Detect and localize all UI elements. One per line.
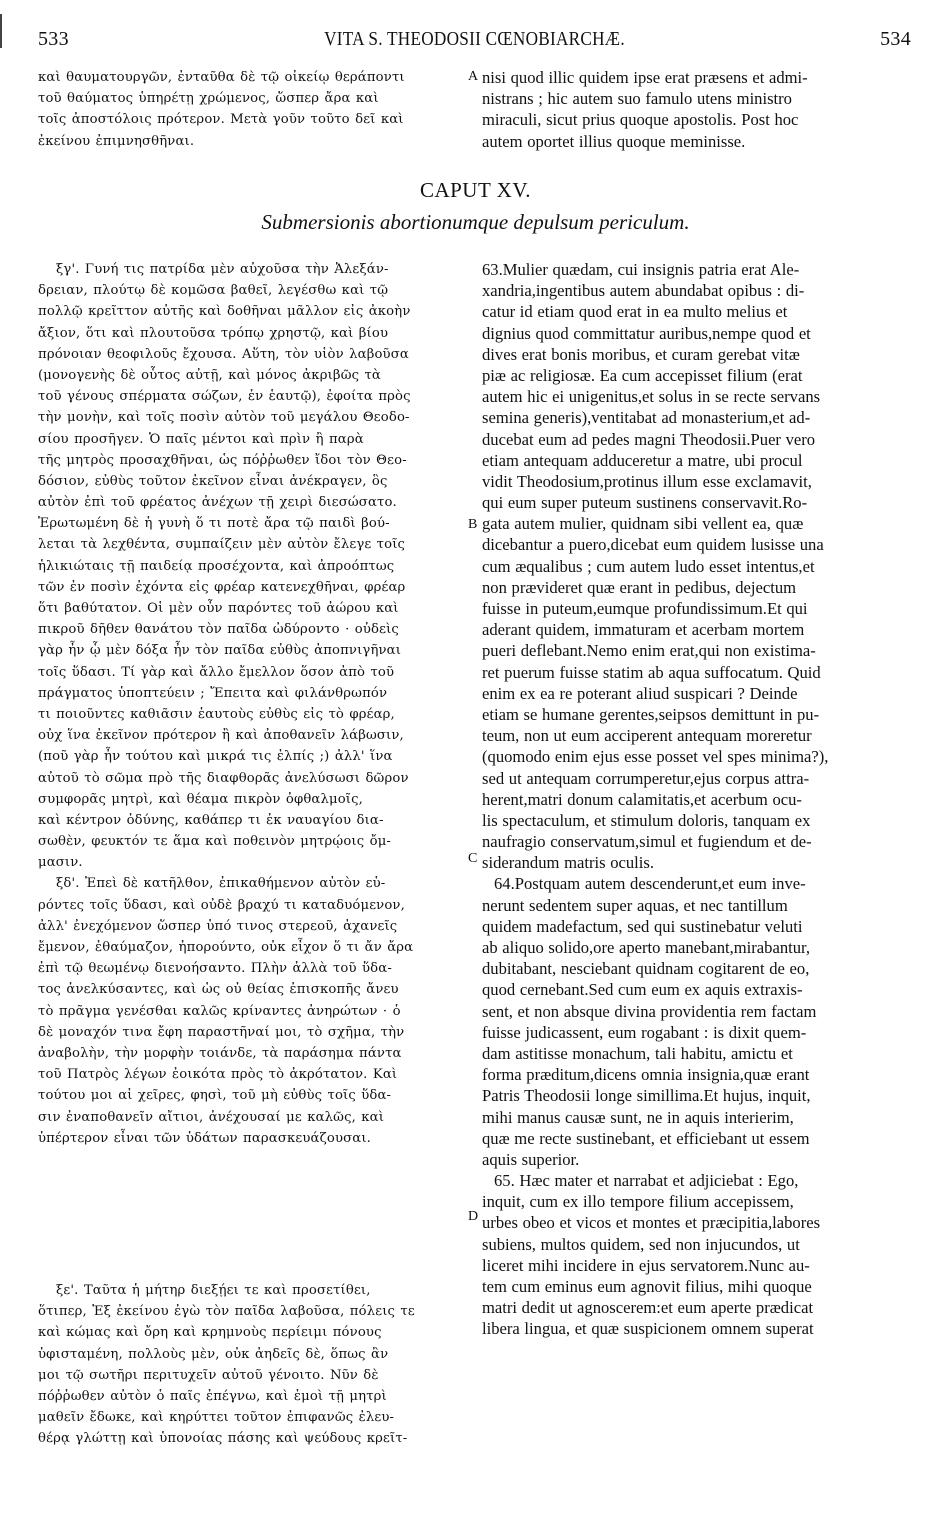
greek-line: καὶ κώμας καὶ ὄρη καὶ κρημνοὺς περίειμι πόνους	[38, 1325, 382, 1341]
greek-line: ρόντες τοῖς ὕδασι, καὶ οὐδὲ βραχύ τι καταδυόμενον,	[38, 897, 405, 913]
latin-line: inquit, cum ex illo tempore filium accepissem,	[482, 1192, 794, 1212]
latin-line: siderandum matris oculis.	[482, 853, 654, 873]
greek-line: συμφορᾶς μητρὶ, καὶ θέαμα πικρὸν ὀφθαλμοῖς,	[38, 791, 363, 807]
latin-line: enim ex ea re poterant aliud suspicari ? Deinde	[482, 683, 798, 703]
latin-line: aderant quidem, immaturam et acerbam mortem	[482, 620, 805, 640]
latin-line: (quomodo enim ejus esse posset vel spes minima?),	[482, 747, 829, 767]
greek-line: ὅτιπερ, Ἐξ ἐκείνου ἐγὼ τὸν παῖδα λαβοῦσα, πόλεις τε	[38, 1304, 415, 1320]
latin-line: 64.Postquam autem descenderunt,et eum inve-	[494, 874, 806, 894]
greek-line: μασιν.	[38, 855, 83, 871]
greek-line: ἔμενον, ἐθαύμαζον, ἠπορούντο, οὐκ εἶχον ὅ τι ἄν ἄρα	[38, 940, 414, 955]
latin-line: mihi manus causæ sunt, ne in aquis interierim,	[482, 1107, 794, 1127]
greek-line: σίου προσῆγεν. Ὁ παῖς μέντοι καὶ πρὶν ἢ παρὰ	[38, 431, 364, 447]
greek-line: πράγματος ὑποπτεύειν ; Ἔπειτα καὶ φιλάνθρωπόν	[38, 685, 388, 701]
margin-letter-b: B	[468, 517, 478, 532]
greek-line: ξδ'. Ἐπεὶ δὲ κατῆλθον, ἐπικαθήμενον αὐτὸν εὑ-	[56, 876, 386, 892]
greek-line: τοῦ Πατρὸς λέγων ἐοικότα πρὸς τὸ ἀκρότατον. Καὶ	[38, 1067, 398, 1083]
latin-line: 63.Mulier quædam, cui insignis patria erat Ale-	[482, 260, 800, 279]
latin-line: liceret mihi incidere in ejus servatorem.Nunc au-	[482, 1255, 810, 1275]
latin-line: lis spectaculum, et stimulum doloris, tanquam ex	[482, 810, 811, 830]
latin-line: urbes obeo et vicos et montes et præcipitia,labores	[482, 1213, 821, 1233]
latin-line: subiens, multos quidem, sed non injucundos, ut	[482, 1234, 800, 1254]
greek-line: τοῖς ὕδασι. Τί γὰρ καὶ ἄλλο ἔμελλον ὅσον ἀπὸ τοῦ	[38, 664, 395, 680]
greek-line: τι ποιοῦντες καθιᾶσιν ἑαυτοὺς εὐθὺς εἰς τὸ φρέαρ,	[38, 706, 395, 722]
page-edge-mark	[0, 14, 6, 48]
greek-line: μοι τῷ σωτῆρι περιτυχεῖν αὐτοῦ γένοιτο. Νῦν δὲ	[38, 1367, 379, 1383]
latin-line: quod cernebant.Sed cum eum ex aquis extraxis-	[482, 980, 803, 1000]
greek-line: ὑπέρτερον εἶναι τῶν ὑδάτων παρασκευάζουσαι.	[38, 1130, 372, 1146]
greek-line: τῶν ἐν ποσὶν ἐχόντα εἰς φρέαρ κατενεχθῆναι, φρέαρ	[38, 579, 406, 595]
chapter-subtitle: Submersionis abortionumque depulsum periculum.	[261, 210, 690, 234]
latin-line: aquis superior.	[482, 1149, 580, 1169]
margin-letter-a: A	[468, 69, 479, 84]
greek-line: δόσιον, εὐθὺς τοῦτον ἐκεῖνον εἶναι ἀνέκραγεν, ὃς	[38, 473, 388, 489]
latin-line: fuisse in puteum,eumque profundissimum.Et qui	[482, 599, 808, 618]
greek-line: (ποῦ γὰρ ἦν τούτου καὶ μικρά τις ἐλπίς ;) ἀλλ' ἵνα	[38, 749, 393, 765]
latin-line: autem hic ei unigenitus,et solus in se recte servans	[482, 387, 821, 407]
latin-line: piæ ac religiosæ. Ea cum accepisset filium (erat	[482, 365, 803, 385]
greek-line: τὴν μονὴν, καὶ τοῖς ποσὶν αὐτὸν τοῦ μεγάλου Θεοδο-	[38, 410, 410, 426]
right-page-number: 534	[880, 28, 911, 50]
greek-line: σωθὲν, φευκτόν τε ἅμα καὶ ποθεινὸν μητρῴοις ὄμ-	[38, 834, 392, 850]
latin-line: semina generis),ventitabat ad monasterium,et ad-	[482, 408, 811, 428]
latin-line: sed ut antequam corrumperetur,ejus corpus attra-	[482, 768, 810, 788]
latin-line: ducebat eum ad pedes magni Theodosii.Puer vero	[482, 429, 816, 449]
latin-line: tem cum eminus eum agnovit filius, mihi quoque	[482, 1277, 812, 1296]
latin-line: dicebantur a puero,dicebat eum quidem lusisse una	[482, 535, 824, 555]
greek-line: (μονογενὴς δὲ οὗτος αὐτῇ, καὶ μόνος ἀκριβῶς τὰ	[38, 367, 381, 383]
left-page-number: 533	[38, 28, 69, 50]
latin-line: quæ me recte sustinebant, et efficiebant ut essem	[482, 1128, 810, 1148]
greek-line: ἐκείνου ἐπιμνησθῆναι.	[38, 133, 195, 149]
latin-line: autem oportet illius quoque meminisse.	[482, 131, 746, 151]
greek-line: τὸ πρᾶγμα γενέσθαι καλῶς κρίναντες ἀνηρώτων · ὁ	[38, 1003, 401, 1019]
latin-line: dignius quod committatur auribus,nempe quod et	[482, 323, 811, 343]
latin-line: dubitabant, nesciebant quidnam cogitarent de eo,	[482, 959, 810, 979]
greek-line: καὶ κέντρον ὀδύνης, καθάπερ τι ἐκ ναυαγίου δια-	[38, 812, 384, 828]
greek-line: πόῤῥωθεν αὐτὸν ὁ παῖς ἐπέγνω, καὶ ἐμοὶ τῇ μητρὶ	[38, 1388, 387, 1404]
latin-line: catur id etiam quod erat in ea multo melius et	[482, 302, 788, 322]
latin-line: herent,matri donum calamitatis,et acerbum ocu-	[482, 789, 802, 809]
greek-line: μαθεῖν ἔδωκε, καὶ κηρύττει τοῦτον ἐπιφανῶς ἐλευ-	[38, 1410, 395, 1426]
greek-line: αὐτὸν ἐπὶ τοῦ φρέατος ἀνέχων τῇ χειρὶ διεσώσατο.	[38, 495, 397, 511]
latin-line: non prævideret quæ erant in pedibus, dejectum	[482, 577, 797, 597]
greek-line: τῆς μητρὸς προσαχθῆναι, ὡς πόῤῥωθεν ἴδοι τὸν Θεο-	[38, 452, 407, 468]
latin-line: cum æqualibus ; cum autem ludo esset intentus,et	[482, 556, 815, 576]
latin-line: xandria,ingentibus autem abundabat opibus : di-	[482, 281, 805, 301]
latin-line: etiam antequam adduceretur a matre, ubi procul	[482, 450, 803, 470]
margin-letter-c: C	[468, 851, 478, 866]
latin-line: nistrans ; hic autem suo famulo utens ministro	[482, 89, 792, 109]
margin-letter-d: D	[468, 1209, 479, 1224]
latin-line: Patris Theodosii longe simillima.Et hujus, inquit,	[482, 1086, 811, 1106]
latin-line: sent, et non absque divina providentia rem factam	[482, 1001, 817, 1021]
latin-line: 65. Hæc mater et narrabat et adjiciebat : Ego,	[494, 1171, 799, 1191]
latin-line: gata autem mulier, quidnam sibi vellent ea, quæ	[482, 514, 804, 534]
greek-line: θέρᾳ γλώττῃ καὶ ὑπονοίας πάσης καὶ ψεύδους κρεῖτ-	[38, 1431, 408, 1447]
greek-line: ἀναβολὴν, τὴν μορφὴν τοιάνδε, τὰ παράσημα πάντα	[38, 1045, 402, 1061]
greek-intro	[38, 67, 475, 152]
latin-line: dives erat bonis moribus, et curam gerebat vitæ	[482, 344, 800, 364]
running-head	[38, 28, 911, 60]
greek-line: λεται τὰ λεχθέντα, συμπαίζειν μὲν αὐτὸν ἔλεγε τοῖς	[38, 537, 406, 553]
greek-line: δρειαν, πλούτῳ δὲ κομῶσα βαθεῖ, λεγέσθω καὶ τῷ	[38, 283, 389, 299]
greek-line: ὅτι βαθύτατον. Οἱ μὲν οὖν παρόντες τοῦ ἀώρου καὶ	[38, 601, 399, 616]
latin-line: forma præditum,dicens omnia insignia,quæ erant	[482, 1065, 810, 1085]
latin-line: ret puerum fuisse statim ab aqua suffocatum. Quid	[482, 662, 821, 682]
latin-paragraph-63	[482, 259, 916, 1340]
greek-line: καὶ θαυματουργῶν, ἐνταῦθα δὲ τῷ οἰκείῳ θεράποντι	[38, 70, 405, 85]
greek-line: πικροῦ δῆθεν θανάτου τὸν παῖδα ὠδύροντο · οὐδεὶς	[38, 622, 399, 638]
greek-paragraph-65	[38, 1280, 475, 1450]
chapter-title: CAPUT XV.	[419, 178, 532, 202]
latin-line: naufragio conservatum,simul et fugiendum et de-	[482, 832, 812, 852]
greek-line: αὐτοῦ τὸ σῶμα πρὸ τῆς διαφθορᾶς ἀνελύσωσι δῶρον	[38, 770, 409, 786]
greek-line: τοῖς ἀποστόλοις πρότερον. Μετὰ γοῦν τοῦτο δεῖ καὶ	[38, 112, 404, 128]
latin-line: libera lingua, et quæ suspicionem omnem superat	[482, 1319, 814, 1339]
latin-line: matri dedit ut agnoscerem:et eum aperte prædicat	[482, 1298, 814, 1318]
greek-line: τος ἀνελκύσαντες, καὶ ὡς οὐ θείας ἐπισκοπῆς ἄνευ	[38, 982, 399, 998]
greek-line: ξγ'. Γυνή τις πατρίδα μὲν αὐχοῦσα τὴν Ἀλεξάν-	[56, 262, 389, 277]
latin-line: fuisse judicassent, eum rogabant : is dixit quem-	[482, 1022, 807, 1042]
latin-line: nisi quod illic quidem ipse erat præsens et admi-	[482, 68, 808, 87]
greek-line: ὑφισταμένη, πολλοὺς μὲν, οὐκ ἀηδεῖς δὲ, ὅπως ἂν	[38, 1346, 389, 1362]
greek-line: ἀλλ' ἐνεχόμενον ὥσπερ ὑπό τινος στερεοῦ, ἀχανεῖς	[38, 918, 398, 934]
latin-line: qui eum super puteum sustinens conservavit.Ro-	[482, 493, 808, 513]
latin-line: quidem madefactum, sed qui sustinebatur veluti	[482, 916, 803, 936]
latin-line: dam astitisse monachum, tali habitu, amictu et	[482, 1043, 793, 1063]
greek-line: ἐπὶ τῷ θεωμένῳ διενοήσαντο. Πλὴν ἀλλὰ τοῦ ὕδα-	[38, 961, 392, 977]
latin-line: teum, non ut eum acciperent antequam moreretur	[482, 726, 812, 746]
greek-line: πρόνοιαν θεοφιλοῦς ἔχουσα. Αὕτη, τὸν υἱὸν λαβοῦσα	[38, 346, 409, 362]
greek-line: Ἐρωτωμένη δὲ ἡ γυνὴ ὅ τι ποτὲ ἄρα τῷ παιδὶ βού-	[38, 516, 390, 532]
greek-line: δὲ μοναχόν τινα ἔφη παραστῆναί μοι, τὸ σχῆμα, τὴν	[38, 1024, 405, 1040]
greek-line: τοῦ γένους σπέρματα σώζων, ἐν ἑαυτῷ), ἐφοίτα πρὸς	[38, 389, 411, 405]
latin-line: vidit Theodosium,protinus illum esse exclamavit,	[482, 471, 812, 491]
greek-line: οὐχ ἵνα ἐκεῖνον πρότερον ἢ καὶ ἀποθανεῖν λάβωσιν,	[38, 728, 404, 744]
greek-line: ἄξιον, ὅτι καὶ πλουτοῦσα τρόπῳ χρηστῷ, καὶ βίου	[38, 325, 389, 341]
greek-paragraph-63	[38, 259, 478, 1149]
latin-line: pueri deflebant.Nemo enim erat,qui non existima-	[482, 641, 816, 661]
latin-line: ab aliquo solido,ore aperto manebant,mirabantur,	[482, 938, 811, 957]
greek-line: τοῦ θαύματος ὑπηρέτῃ χρώμενος, ὥσπερ ἄρα καὶ	[38, 91, 379, 107]
greek-line: τούτου μοι αἱ χεῖρες, φησὶ, τοῦ μὴ εὐθὺς τοῖς ὕδα-	[38, 1088, 392, 1104]
latin-line: miraculi, sicut prius quoque apostolis. Post hoc	[482, 110, 799, 130]
greek-line: γὰρ ἦν ᾧ μὲν δόξα ἦν τὸν παῖδα εὐθὺς ἀποπνιγῆναι	[38, 643, 402, 659]
greek-line: σιν ἐναποθανεῖν αἴτιοι, ἀνέχουσαί με καλῶς, καὶ	[38, 1109, 385, 1125]
greek-line: ξε'. Ταῦτα ἡ μήτηρ διεξῄει τε καὶ προσετίθει,	[56, 1283, 371, 1298]
greek-line: ἡλικιώταις τῇ παιδείᾳ προσέχοντα, καὶ ἀπροόπτως	[38, 558, 395, 574]
latin-line: etiam se humane gerentes,seipsos demittunt in pu-	[482, 704, 820, 724]
greek-line: πολλῷ κρεῖττον αὐτῆς καὶ δοθῆναι μᾶλλον εἰς ἀκοὴν	[38, 304, 411, 320]
running-title: VITA S. THEODOSII CŒNOBIARCHÆ.	[324, 28, 625, 50]
latin-intro	[482, 67, 916, 152]
latin-line: nerunt sedentem super aquas, et nec tantillum	[482, 895, 788, 915]
